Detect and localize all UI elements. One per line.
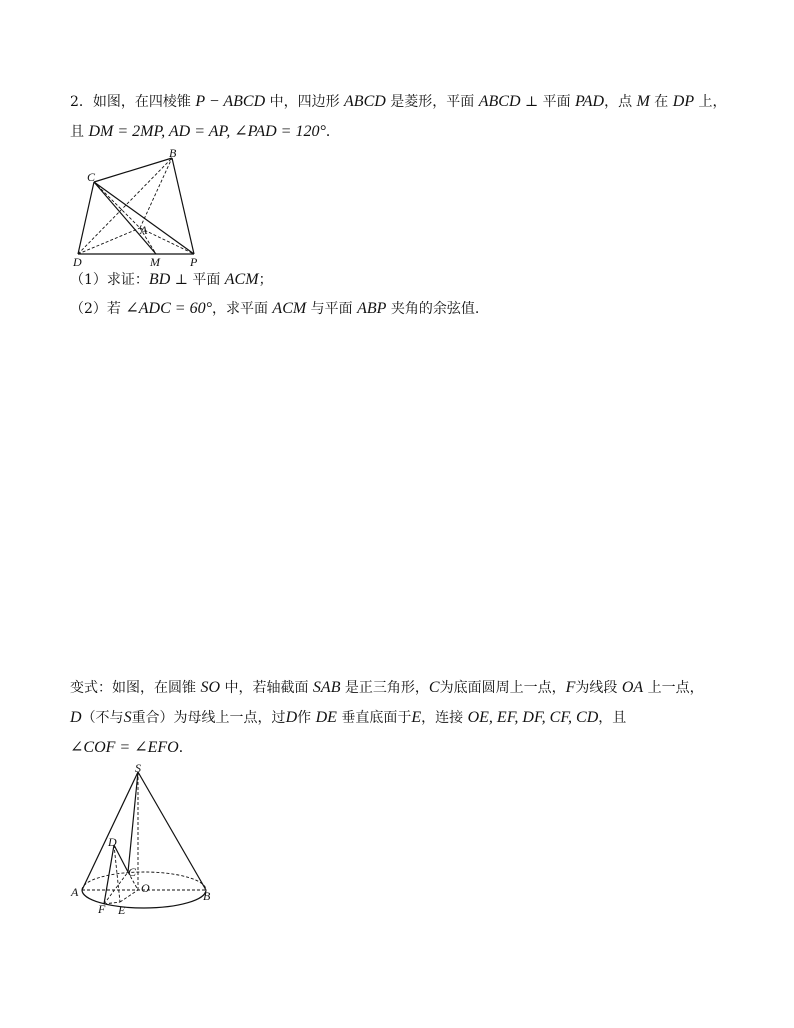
text: 且 <box>70 124 89 140</box>
label-C: C <box>128 865 137 879</box>
edge-BP <box>172 158 194 254</box>
text: ，求平面 <box>211 301 273 317</box>
label-B: B <box>169 146 177 160</box>
math: ABCD <box>344 93 386 110</box>
problem2-line1 <box>70 92 727 112</box>
text: 是正三角形， <box>340 680 429 696</box>
text: （1）求证： <box>70 272 149 288</box>
text: ． <box>325 124 340 140</box>
math: DE <box>315 709 337 726</box>
text: ． <box>178 740 193 756</box>
label-P: P <box>190 255 198 268</box>
edge-CP <box>94 182 194 254</box>
text: 上， <box>694 94 727 110</box>
text: 作 <box>297 710 316 726</box>
text: ，点 <box>604 94 637 110</box>
label-B: B <box>203 889 211 903</box>
edge-CA <box>94 182 140 228</box>
math: D <box>70 709 82 726</box>
text: 夹角的余弦值. <box>386 301 480 317</box>
text: 中，若轴截面 <box>220 680 313 696</box>
text: 变式：如图，在圆锥 <box>70 680 201 696</box>
text: ，连接 <box>421 710 468 726</box>
text: 垂直底面于 <box>336 710 412 726</box>
math: SO <box>200 679 221 696</box>
text: 中，四边形 <box>265 94 345 110</box>
math: ACM <box>272 300 307 317</box>
math: ∠COF = ∠EFO <box>70 739 179 756</box>
edge-DA <box>78 228 140 254</box>
label-A: A <box>71 885 79 899</box>
variant-line1 <box>70 678 704 698</box>
text: 在 <box>649 94 673 110</box>
text: （2）若 <box>70 301 126 317</box>
label-C: C <box>87 170 96 184</box>
text: ； <box>258 272 273 288</box>
label-A: A <box>140 223 148 237</box>
segment-DC <box>114 845 128 872</box>
math: DM = 2MP, AD = AP, ∠PAD = 120° <box>88 123 326 140</box>
label-O: O <box>141 881 150 895</box>
text: 是菱形，平面 <box>385 94 479 110</box>
label-E: E <box>118 903 126 914</box>
label-D: D <box>108 835 117 849</box>
pyramid-figure <box>70 146 210 268</box>
text: 为底面圆周上一点， <box>439 680 566 696</box>
text: 上一点， <box>643 680 704 696</box>
text: 为线段 <box>575 680 622 696</box>
text: （不与 <box>81 710 124 726</box>
math: F <box>565 679 576 696</box>
segment-EO <box>120 890 138 902</box>
segment-SC <box>128 772 138 872</box>
text: 重合）为母线上一点，过 <box>131 710 286 726</box>
text: ⊥ 平面 <box>520 94 576 110</box>
cone-figure <box>68 762 218 914</box>
math: ABCD <box>478 93 521 110</box>
math: PAD <box>575 93 605 110</box>
math: SAB <box>312 679 341 696</box>
math: OA <box>621 679 644 696</box>
label-D: D <box>73 255 82 268</box>
variant-line2 <box>70 708 626 728</box>
label-F: F <box>98 902 106 914</box>
variant-line3 <box>70 738 193 758</box>
label-S: S <box>135 762 141 775</box>
math: C <box>428 679 440 696</box>
math: BD <box>148 271 171 288</box>
math: M <box>636 93 650 110</box>
problem2-q2 <box>70 299 479 319</box>
math: E <box>411 709 422 726</box>
problem2-line2 <box>70 122 340 142</box>
edge-AB <box>140 158 172 228</box>
math: P − ABCD <box>195 93 266 110</box>
text: 2．如图，在四棱锥 <box>70 94 196 110</box>
math: ABP <box>357 300 387 317</box>
problem2-q1 <box>70 270 273 290</box>
text: ⊥ 平面 <box>170 272 225 288</box>
edge-CD <box>78 182 94 254</box>
math: OE, EF, DF, CF, CD <box>467 709 599 726</box>
math: D <box>285 709 298 726</box>
text: ，且 <box>598 710 627 726</box>
math: S <box>123 709 132 726</box>
math: ∠ADC = 60° <box>125 300 212 317</box>
math: DP <box>672 93 695 110</box>
math: ACM <box>224 271 259 288</box>
text: 与平面 <box>306 301 358 317</box>
label-M: M <box>150 255 160 268</box>
